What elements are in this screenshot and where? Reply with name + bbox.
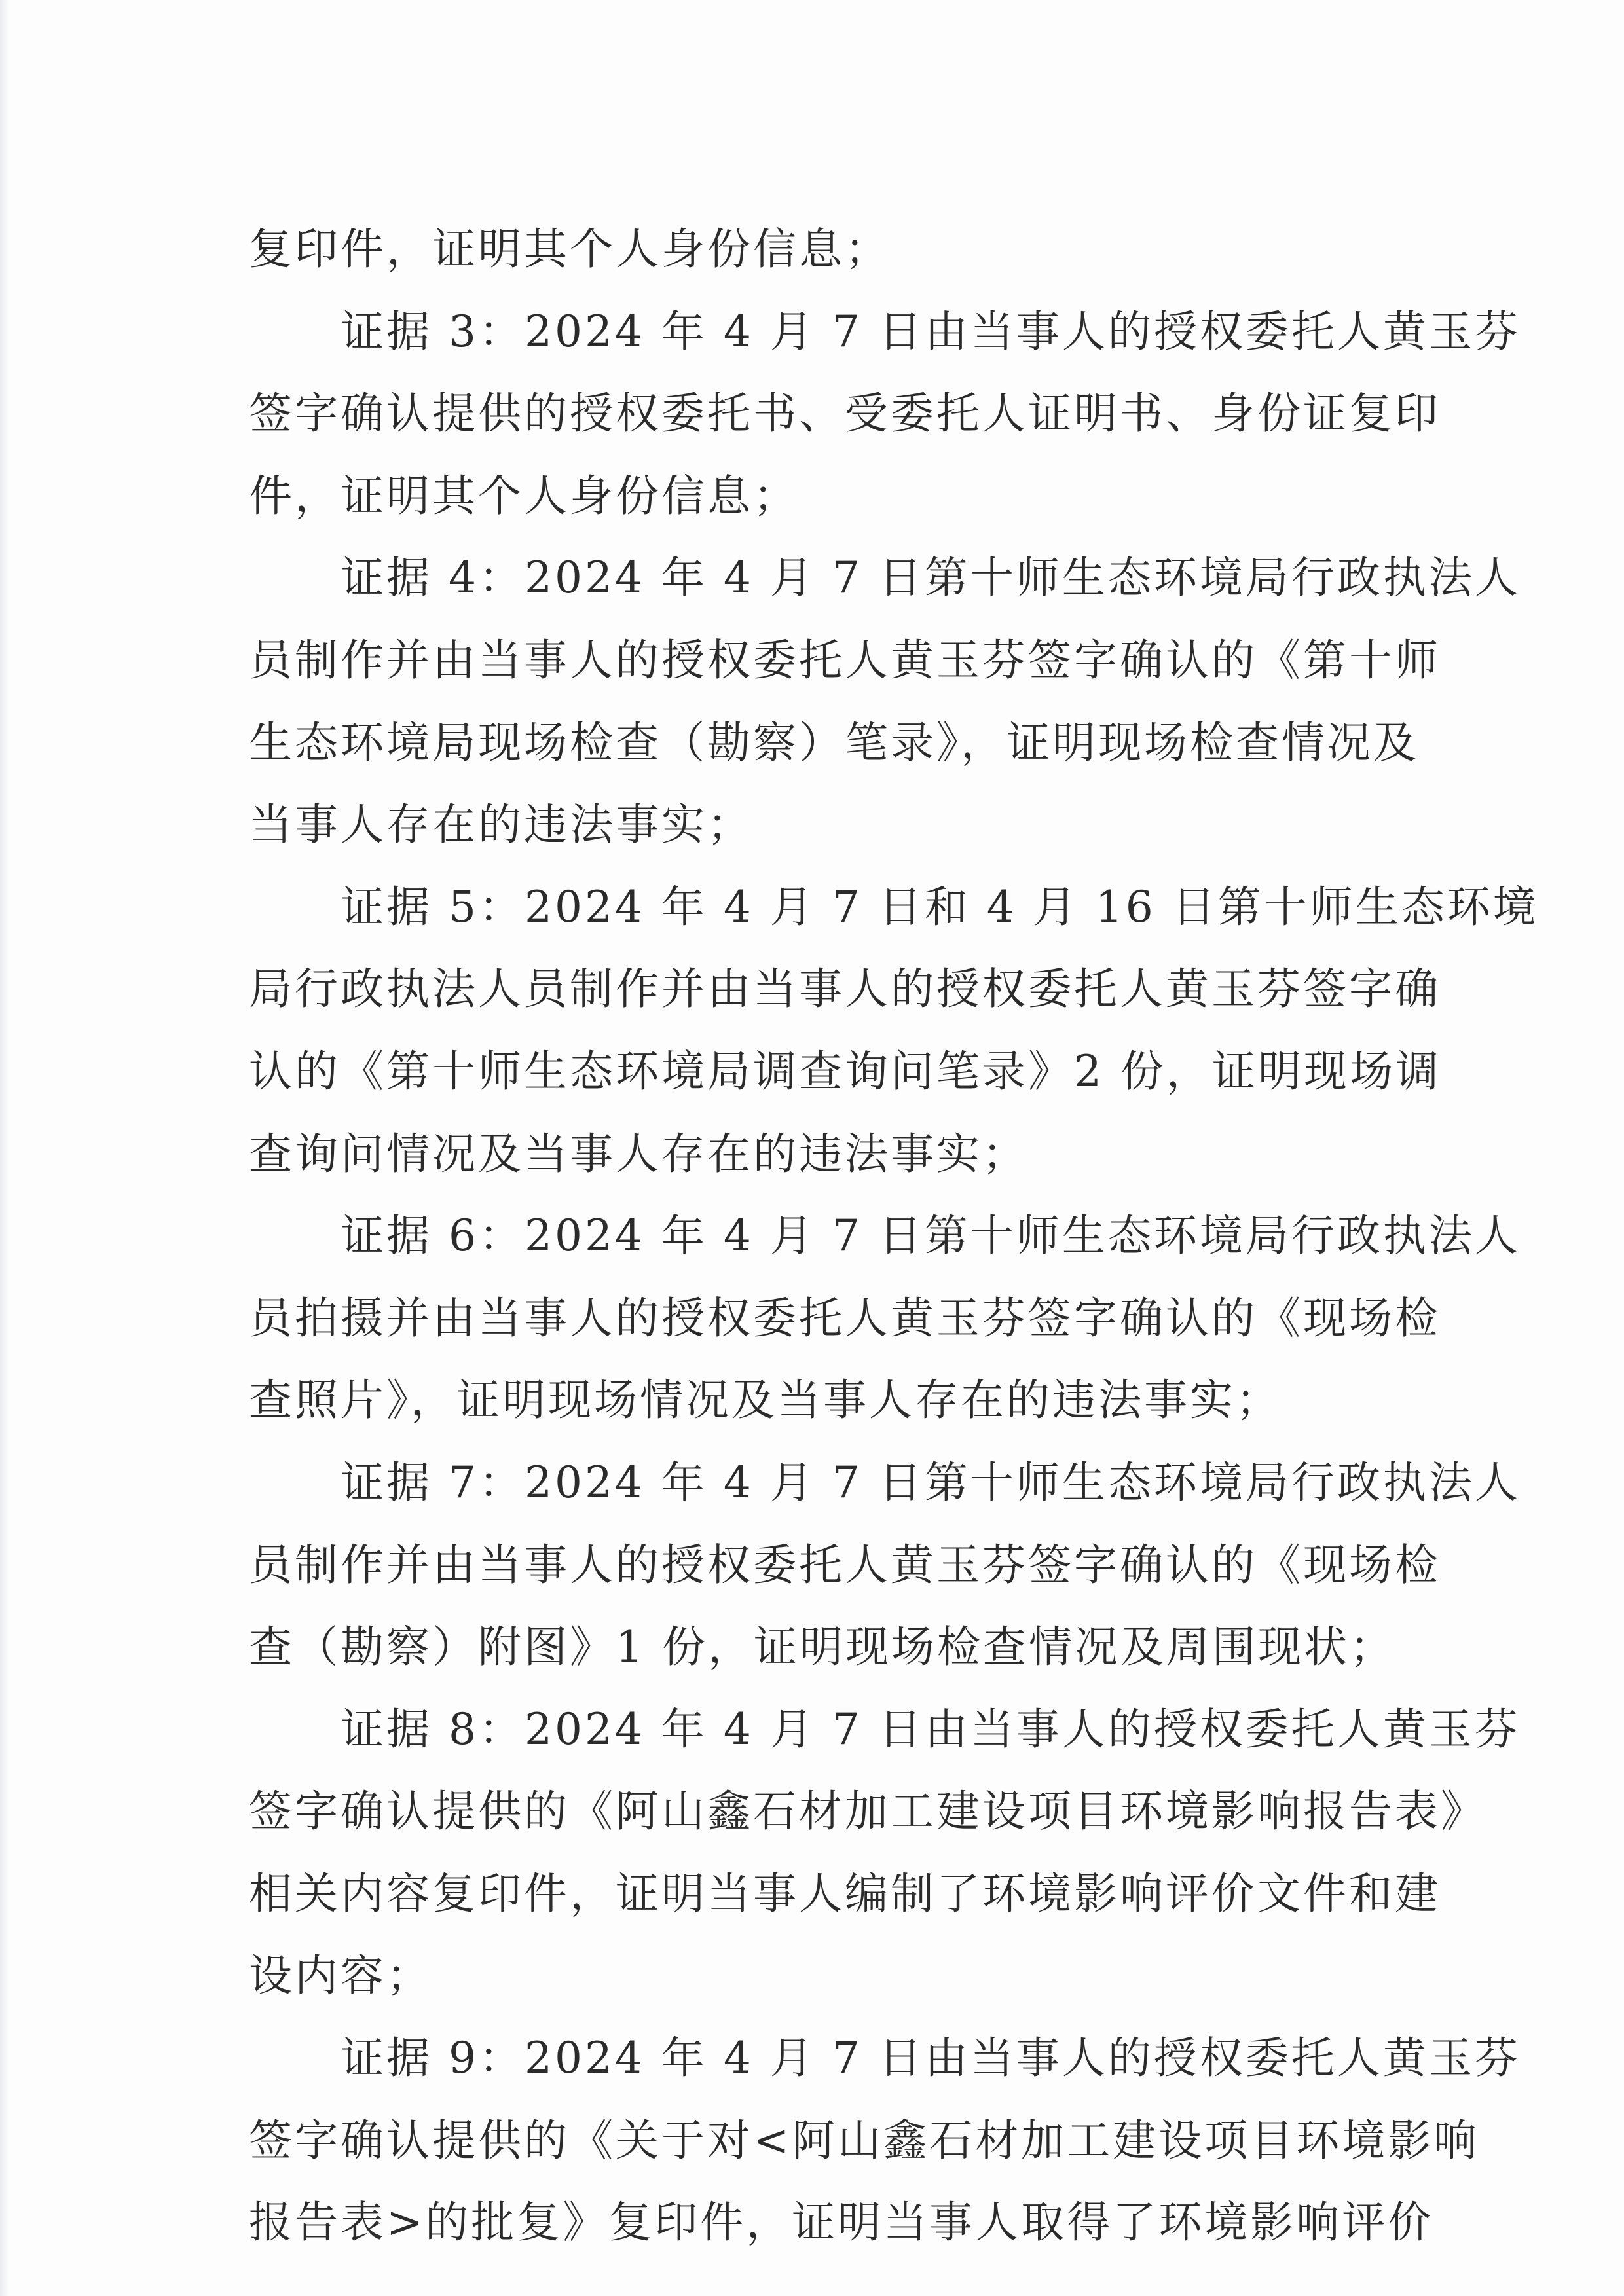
text-line: 证据 4：2024 年 4 月 7 日第十师生态环境局行政执法人 <box>341 553 1521 604</box>
text-line: 生态环境局现场检查（勘察）笔录》，证明现场检查情况及 <box>249 717 1419 768</box>
text-line: 证据 9：2024 年 4 月 7 日由当事人的授权委托人黄玉芬 <box>341 2033 1521 2084</box>
text-line: 当事人存在的违法事实； <box>249 799 753 850</box>
text-line: 查（勘察）附图》1 份，证明现场检查情况及周围现状； <box>249 1622 1395 1673</box>
text-line: 报告表>的批复》复印件，证明当事人取得了环境影响评价 <box>249 2197 1434 2248</box>
text-line: 局行政执法人员制作并由当事人的授权委托人黄玉芬签字确 <box>249 964 1441 1015</box>
text-line: 查照片》，证明现场情况及当事人存在的违法事实； <box>249 1375 1282 1426</box>
text-line: 证据 6：2024 年 4 月 7 日第十师生态环境局行政执法人 <box>341 1211 1521 1262</box>
text-line: 证据 7：2024 年 4 月 7 日第十师生态环境局行政执法人 <box>341 1457 1521 1508</box>
text-line: 复印件，证明其个人身份信息； <box>249 224 891 274</box>
scan-edge-shadow <box>0 0 9 2296</box>
text-line: 设内容； <box>249 1950 432 2001</box>
text-line: 员制作并由当事人的授权委托人黄玉芬签字确认的《第十师 <box>249 634 1441 685</box>
text-line: 相关内容复印件，证明当事人编制了环境影响评价文件和建 <box>249 1868 1441 1919</box>
text-line: 签字确认提供的《阿山鑫石材加工建设项目环境影响报告表》 <box>249 1786 1486 1837</box>
text-line: 查询问情况及当事人存在的违法事实； <box>249 1128 1028 1179</box>
document-body <box>249 208 1539 2264</box>
text-line: 认的《第十师生态环境局调查询问笔录》2 份，证明现场调 <box>249 1046 1441 1097</box>
text-line: 证据 5：2024 年 4 月 7 日和 4 月 16 日第十师生态环境 <box>341 881 1539 932</box>
text-line: 员制作并由当事人的授权委托人黄玉芬签字确认的《现场检 <box>249 1539 1441 1590</box>
text-line: 员拍摄并由当事人的授权委托人黄玉芬签字确认的《现场检 <box>249 1292 1441 1343</box>
text-line: 证据 8：2024 年 4 月 7 日由当事人的授权委托人黄玉芬 <box>341 1704 1521 1755</box>
text-line: 证据 3：2024 年 4 月 7 日由当事人的授权委托人黄玉芬 <box>341 306 1521 357</box>
text-line: 签字确认提供的《关于对<阿山鑫石材加工建设项目环境影响 <box>249 2115 1480 2166</box>
text-line: 件，证明其个人身份信息； <box>249 470 799 521</box>
text-line: 签字确认提供的授权委托书、受委托人证明书、身份证复印 <box>249 388 1441 439</box>
